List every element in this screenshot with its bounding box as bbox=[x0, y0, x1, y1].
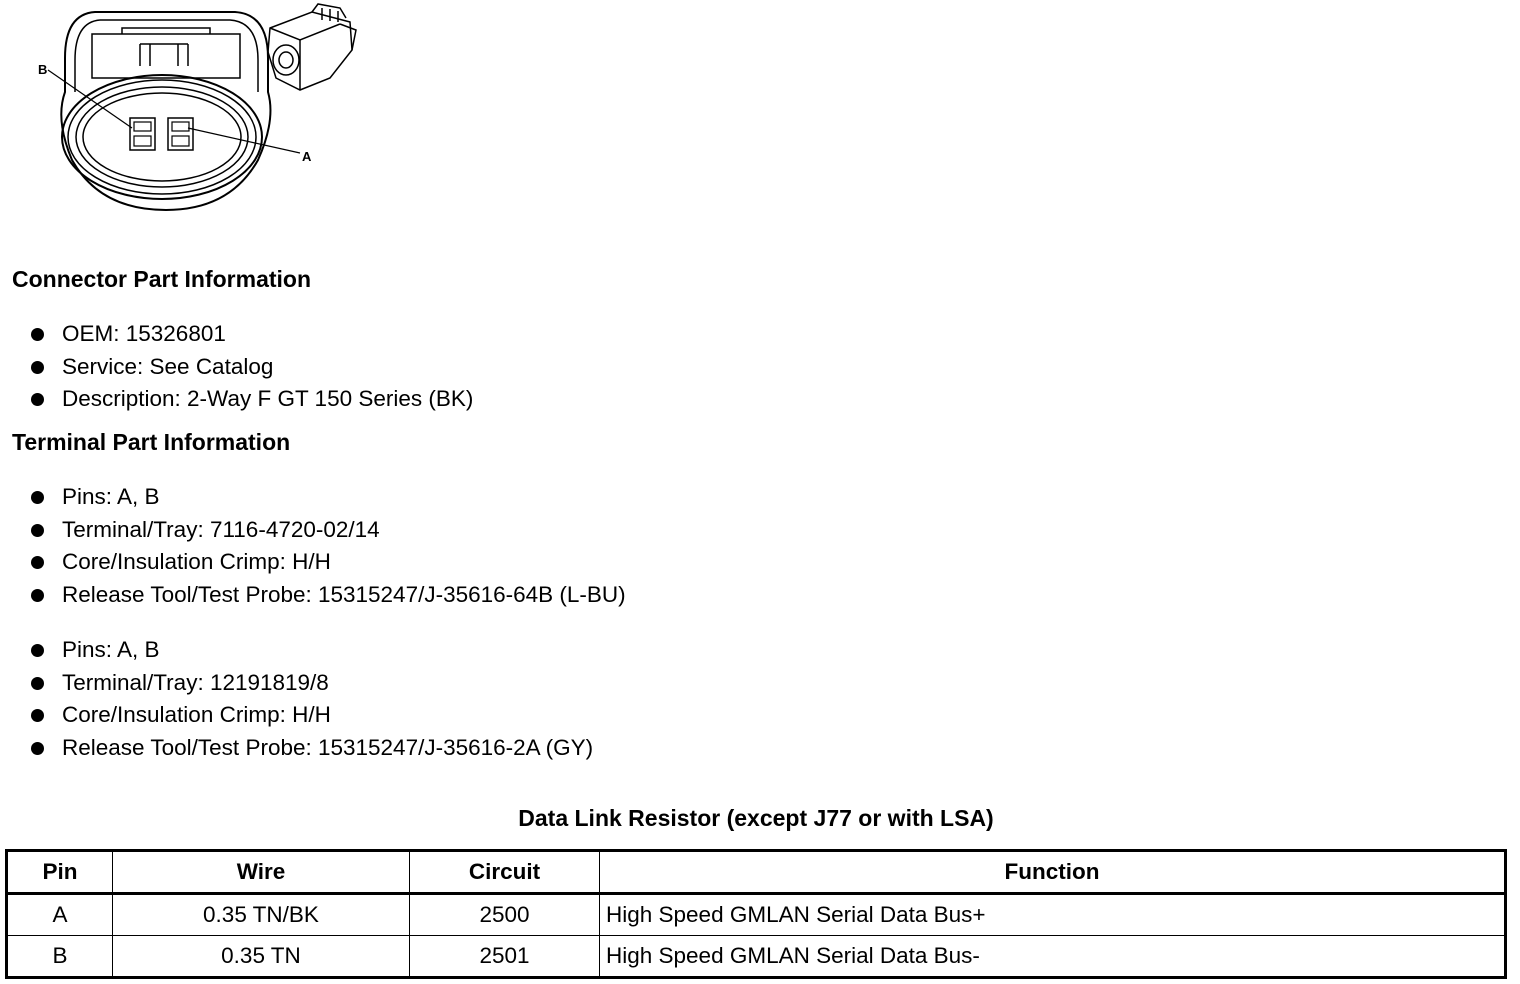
list-item: OEM: 15326801 bbox=[28, 318, 473, 351]
bullet-icon bbox=[31, 328, 44, 341]
table-row bbox=[7, 894, 1506, 936]
bullet-icon bbox=[31, 742, 44, 755]
bullet-icon bbox=[31, 644, 44, 657]
terminal-part-info-heading: Terminal Part Information bbox=[12, 429, 291, 455]
bullet-icon bbox=[31, 491, 44, 504]
column-header-wire: Wire bbox=[113, 851, 410, 894]
connector-face-diagram bbox=[0, 0, 380, 225]
list-item: Core/Insulation Crimp: H/H bbox=[28, 546, 626, 579]
table-title: Data Link Resistor (except J77 or with LSA) bbox=[518, 805, 994, 831]
cell-function: High Speed GMLAN Serial Data Bus- bbox=[600, 936, 1506, 978]
terminal-group-2-list bbox=[28, 634, 593, 765]
cell-circuit: 2501 bbox=[410, 936, 600, 978]
table-header-row bbox=[7, 851, 1506, 894]
terminal-group-1-list bbox=[28, 481, 626, 612]
list-item: Terminal/Tray: 12191819/8 bbox=[28, 667, 593, 700]
list-item: Service: See Catalog bbox=[28, 351, 473, 384]
callout-b: B bbox=[38, 62, 48, 77]
cell-pin: B bbox=[7, 936, 113, 978]
connector-3d-view bbox=[268, 4, 356, 90]
cell-function: High Speed GMLAN Serial Data Bus+ bbox=[600, 894, 1506, 936]
cell-pin: A bbox=[7, 894, 113, 936]
bullet-icon bbox=[31, 524, 44, 537]
leader-line-a bbox=[188, 128, 300, 153]
cell-circuit: 2500 bbox=[410, 894, 600, 936]
table-row bbox=[7, 936, 1506, 978]
connector-part-info-heading: Connector Part Information bbox=[12, 266, 312, 292]
bullet-icon bbox=[31, 556, 44, 569]
column-header-circuit: Circuit bbox=[410, 851, 600, 894]
list-item: Core/Insulation Crimp: H/H bbox=[28, 699, 593, 732]
callout-a: A bbox=[302, 149, 312, 164]
column-header-function: Function bbox=[600, 851, 1506, 894]
list-item: Description: 2-Way F GT 150 Series (BK) bbox=[28, 383, 473, 416]
pinout-table bbox=[5, 849, 1507, 979]
cell-wire: 0.35 TN bbox=[113, 936, 410, 978]
list-item: Pins: A, B bbox=[28, 481, 626, 514]
connector-latch bbox=[92, 34, 240, 78]
bullet-icon bbox=[31, 677, 44, 690]
bullet-icon bbox=[31, 393, 44, 406]
bullet-icon bbox=[31, 709, 44, 722]
list-item: Pins: A, B bbox=[28, 634, 593, 667]
connector-part-info-list bbox=[28, 318, 473, 416]
cell-wire: 0.35 TN/BK bbox=[113, 894, 410, 936]
list-item: Release Tool/Test Probe: 15315247/J-35616-64B (L-BU) bbox=[28, 579, 626, 612]
column-header-pin: Pin bbox=[7, 851, 113, 894]
bullet-icon bbox=[31, 589, 44, 602]
list-item: Terminal/Tray: 7116-4720-02/14 bbox=[28, 514, 626, 547]
bullet-icon bbox=[31, 361, 44, 374]
list-item: Release Tool/Test Probe: 15315247/J-35616-2A (GY) bbox=[28, 732, 593, 765]
